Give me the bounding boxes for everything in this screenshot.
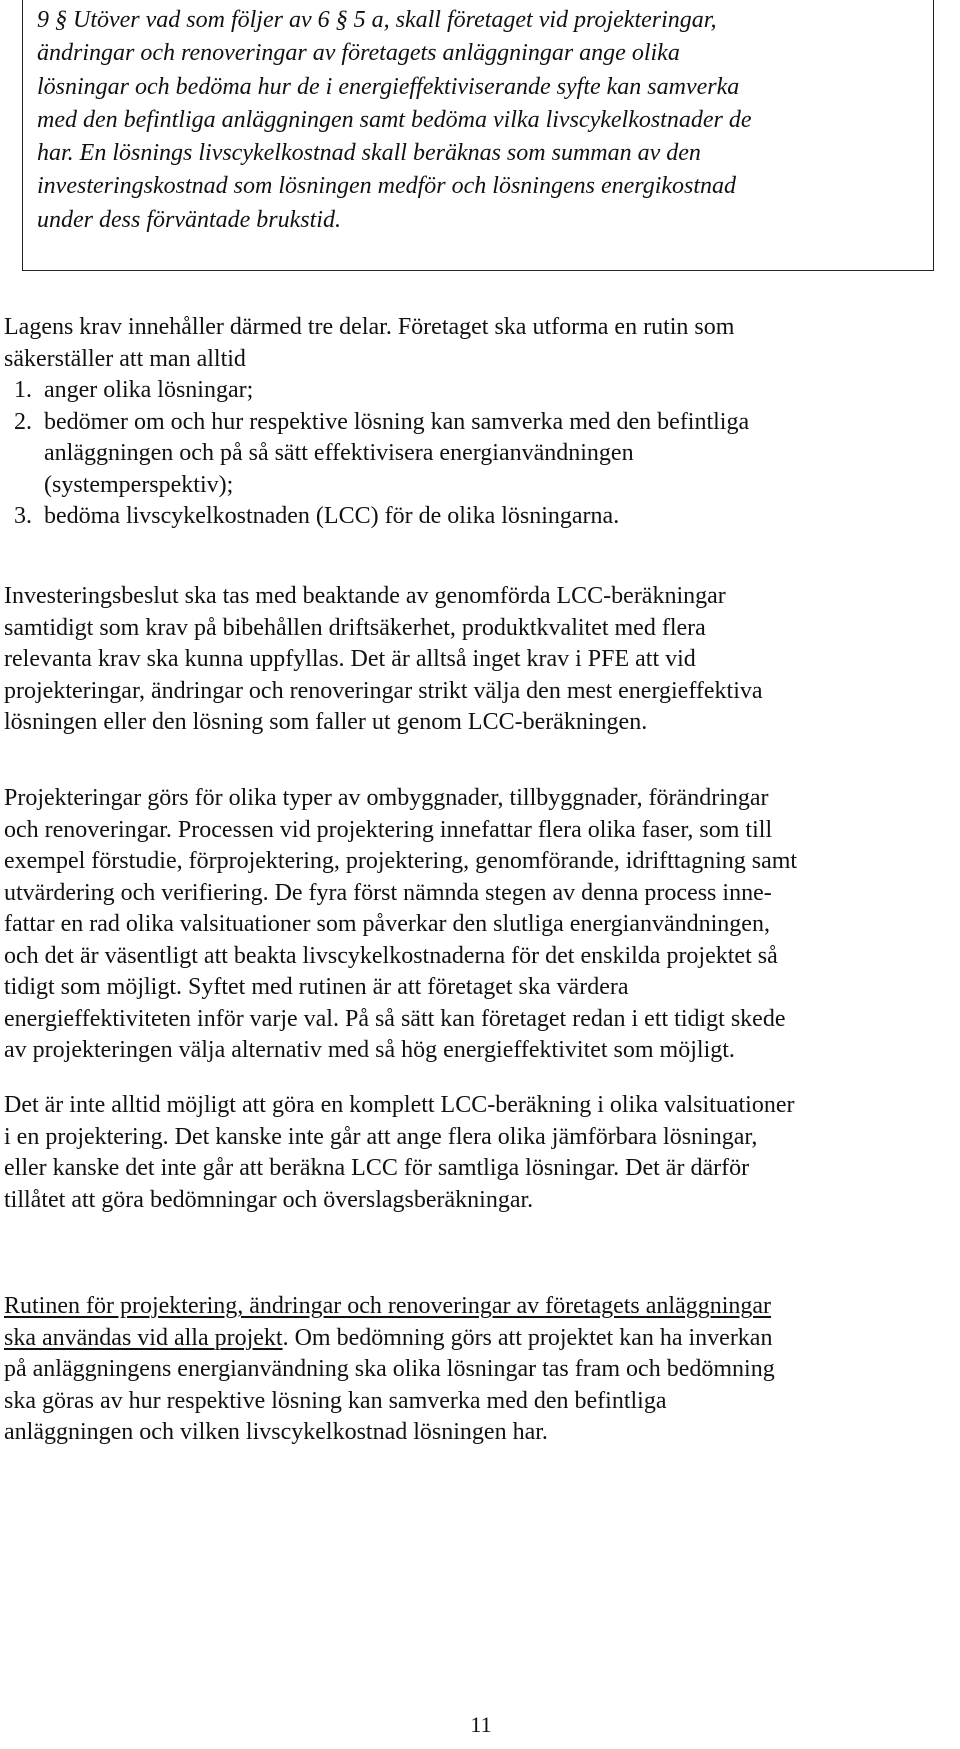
paragraph-lcc-limitations: Det är inte alltid möjligt att göra en komplett LCC-beräkning i olika valsituationer i en projektering. Det kanske inte går att ange flera olika jämförbara lösningar, eller kanske det inte går att beräkna LCC för samtliga lösningar. Det är därför tillåtet att göra bedömningar och överslagsberäkningar. [4, 1092, 795, 1213]
paragraph-routine-usage [4, 1291, 954, 1449]
page-number: 11 [470, 1712, 492, 1737]
list-item [4, 501, 954, 533]
paragraph-projecting-process: Projekteringar görs för olika typer av ombyggnader, tillbyggnader, förändringar och renoveringar. Processen vid projektering innefattar flera olika faser, som till exempel förstudie, förprojektering, projektering, genomförande, idrifttagning samt utvärdering och verifiering. De fyra först nämnda stegen av denna process inne- fattar en rad olika valsituationer som påverkar den slutliga energianvändningen, och det är väsentligt att beakta livscykelkostnaderna för det enskilda projektet så tidigt som möjligt. Syftet med rutinen är att företaget ska värdera energieffektiviteten inför varje val. På så sätt kan företaget redan i ett tidigt skede av projekteringen välja alternativ med så hög energieffektivitet som möjligt. [4, 785, 798, 1063]
list-item-number: 1. [14, 377, 32, 403]
underlined-routine-statement: Rutinen för projektering, ändringar och renoveringar av företagets anläggningar ska användas vid alla projekt [4, 1293, 772, 1351]
list-item [4, 407, 954, 502]
intro-paragraph: Lagens krav innehåller därmed tre delar. Företaget ska utforma en rutin som säkerställer att man alltid [4, 314, 735, 372]
list-item-text: anger olika lösningar; [44, 377, 254, 403]
law-quote-text: 9 § Utöver vad som följer av 6 § 5 a, skall företaget vid projekteringar, ändringar och renoveringar av företagets anläggningar ange olika lösningar och bedöma hur de i energieffektiviserande syfte kan samverka med den befintliga anläggningen samt bedöma vilka livscykelkostnader de har. En lösnings livscykelkostnad skall beräknas som summan av den investeringskostnad som lösningen medför och lösningens energikostnad under dess förväntade brukstid. [37, 7, 752, 233]
law-quote-box [22, 0, 934, 271]
list-item-number: 2. [14, 408, 32, 435]
list-item-text: bedöma livscykelkostnaden (LCC) för de olika lösningarna. [44, 503, 620, 529]
paragraph-investment-decision: Investeringsbeslut ska tas med beaktande av genomförda LCC-beräkningar samtidigt som krav på bibehållen driftsäkerhet, produktkvalitet med flera relevanta krav ska kunna uppfyllas. Det är alltså inget krav i PFE att vid projekteringar, ändringar och renoveringar strikt välja den mest energieffektiva lösningen eller den lösning som faller ut genom LCC-beräkningen. [4, 583, 763, 735]
list-item-number: 3. [14, 503, 32, 529]
list-item-text: bedömer om och hur respektive lösning kan samverka med den befintliga anläggningen och på så sätt effektivisera energianvändningen (systemperspektiv); [44, 408, 750, 498]
routine-usage-rest: . Om bedömning görs att projektet kan ha inverkan på anläggningens energianvändning ska olika lösningar tas fram och bedömning ska göras av hur respektive lösning kan samverka med den befintliga anläggningen och vilken livscykelkostnad lösningen har. [4, 1324, 775, 1445]
requirements-list [4, 375, 954, 533]
list-item [4, 375, 954, 407]
